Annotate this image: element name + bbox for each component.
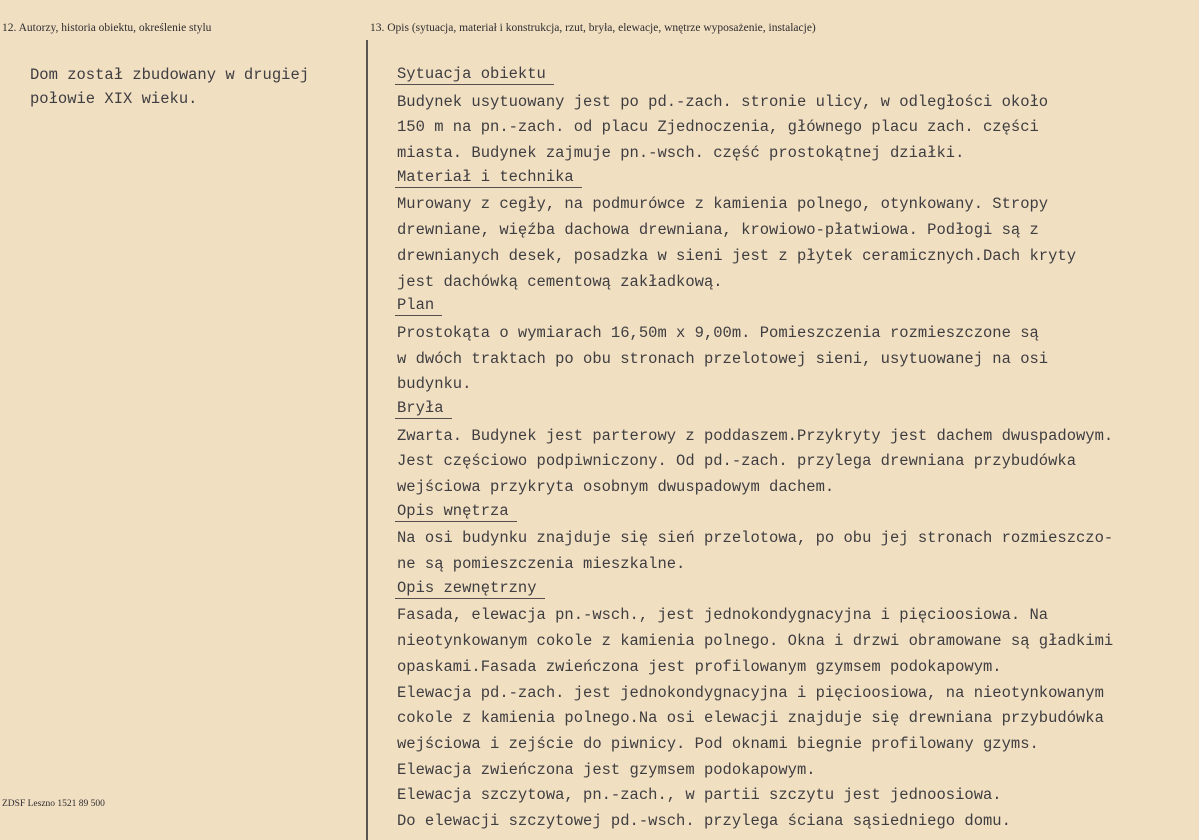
section-title-row — [397, 64, 1192, 90]
section-title-row — [397, 398, 1192, 424]
section-title: Opis zewnętrzny — [395, 578, 545, 599]
section-title-row — [397, 167, 1192, 193]
section-text-line: Budynek usytuowany jest po pd.-zach. stronie ulicy, w odległości około — [397, 92, 1049, 111]
section-text-line: budynku. — [397, 375, 472, 394]
section-text-line: wejściowa i zejście do piwnicy. Pod oknami biegnie profilowany gzyms. — [397, 734, 1039, 753]
section-title-row — [397, 501, 1192, 527]
field-12-header: 12. Autorzy, historia obiektu, określenie stylu — [2, 22, 212, 34]
section-title: Plan — [395, 295, 442, 316]
history-text: Dom został zbudowany w drugiej połowie XIX wieku. — [30, 66, 310, 108]
section-text-line: ne są pomieszczenia mieszkalne. — [397, 555, 686, 574]
section-text-line: drewnianych desek, posadzka w sieni jest z płytek ceramicznych.Dach kryty — [397, 246, 1077, 265]
description-body — [397, 64, 1192, 835]
section-text-line: Jest częściowo podpiwniczony. Od pd.-zach. przylega drewniana przybudówka — [397, 452, 1077, 471]
section-text-line: opaskami.Fasada zwieńczona jest profilowanym gzymsem podokapowym. — [397, 657, 1002, 676]
section-text-line: Do elewacji szczytowej pd.-wsch. przylega ściana sąsiedniego domu. — [397, 811, 1011, 830]
section-text-line: Elewacja szczytowa, pn.-zach., w partii szczytu jest jednoosiowa. — [397, 786, 1002, 805]
section-text-line: drewniane, więźba dachowa drewniana, krowiowo-płatwiowa. Podłogi są z — [397, 221, 1039, 240]
section-text-line: Elewacja zwieńczona jest gzymsem podokapowym. — [397, 760, 816, 779]
section-text-line: nieotynkowanym cokole z kamienia polnego. Okna i drzwi obramowane są gładkimi — [397, 632, 1114, 651]
section-text-line: Na osi budynku znajduje się sień przelotowa, po obu jej stronach rozmieszczo- — [397, 529, 1114, 548]
section-text-line: Fasada, elewacja pn.-wsch., jest jednokondygnacyjna i pięcioosiowa. Na — [397, 606, 1049, 625]
section-text-line: cokole z kamienia polnego.Na osi elewacji znajduje się drewniana przybudówka — [397, 709, 1104, 728]
section-text-line: Prostokąta o wymiarach 16,50m x 9,00m. Pomieszczenia rozmieszczone są — [397, 323, 1039, 342]
section-text-line: Zwarta. Budynek jest parterowy z poddaszem.Przykryty jest dachem dwuspadowym. — [397, 426, 1114, 445]
field-13-header: 13. Opis (sytuacja, materiał i konstrukcja, rzut, bryła, elewacje, wnętrze wyposażenie, instalacje) — [370, 22, 816, 34]
section-text-line: 150 m na pn.-zach. od placu Zjednoczenia, głównego placu zach. części — [397, 118, 1039, 137]
column-divider — [366, 40, 368, 840]
section-text-line: miasta. Budynek zajmuje pn.-wsch. część prostokątnej działki. — [397, 144, 965, 163]
section-text-line: jest dachówką cementową zakładkową. — [397, 272, 723, 291]
section-text-line: w dwóch traktach po obu stronach przelotowej sieni, usytuowanej na osi — [397, 349, 1049, 368]
section-title: Materiał i technika — [395, 167, 582, 188]
section-title: Sytuacja obiektu — [395, 64, 554, 85]
section-text-line: Murowany z cegły, na podmurówce z kamienia polnego, otynkowany. Stropy — [397, 195, 1049, 214]
section-title: Opis wnętrza — [395, 501, 517, 522]
form-footer: ZDSF Leszno 1521 89 500 — [2, 799, 105, 809]
section-title-row — [397, 295, 1192, 321]
section-title: Bryła — [395, 398, 452, 419]
section-text-line: wejściowa przykryta osobnym dwuspadowym dachem. — [397, 478, 835, 496]
section-text-line: Elewacja pd.-zach. jest jednokondygnacyjna i pięcioosiowa, na nieotynkowanym — [397, 683, 1104, 702]
section-title-row — [397, 578, 1192, 604]
